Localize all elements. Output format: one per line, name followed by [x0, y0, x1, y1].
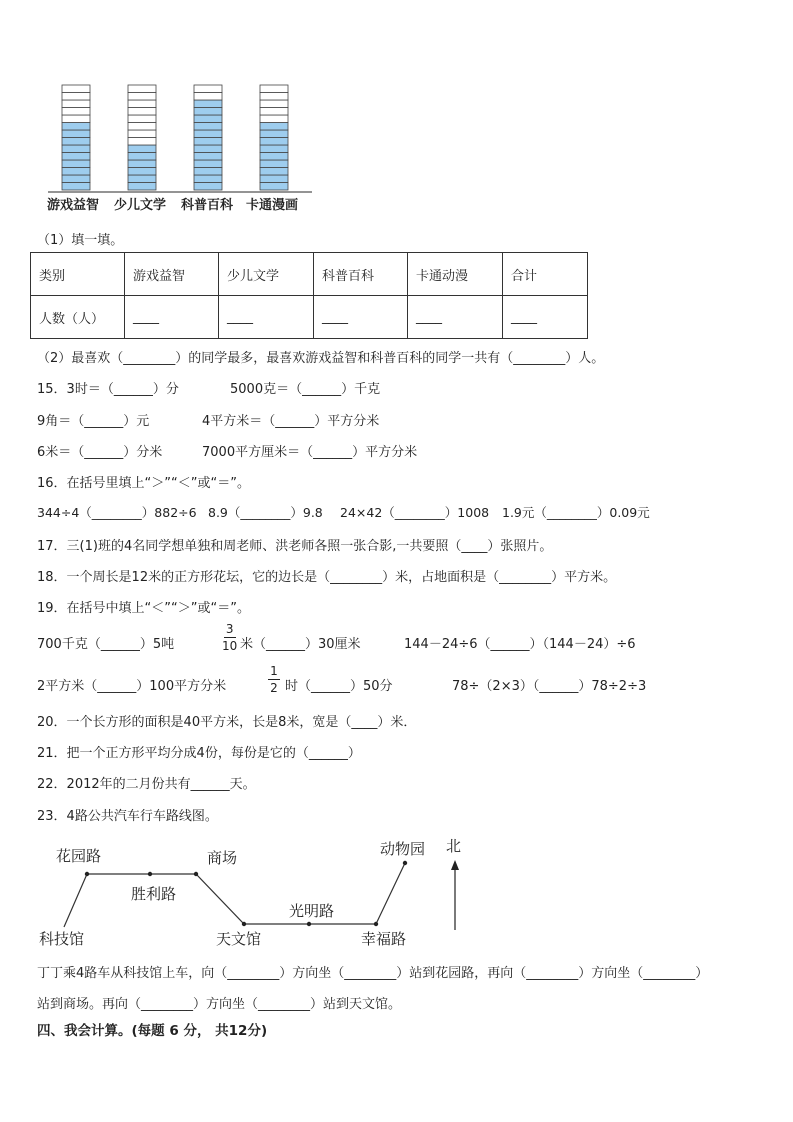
- filled-cell: [128, 160, 156, 168]
- filled-cell: [260, 160, 288, 168]
- stop-huayuan: 花园路: [56, 847, 102, 865]
- filled-cell: [260, 130, 288, 138]
- filled-cell: [194, 145, 222, 153]
- q19-r1b: 米（______）30厘米: [240, 637, 361, 652]
- filled-cell: [260, 123, 288, 131]
- filled-cell: [260, 175, 288, 183]
- filled-cell: [194, 160, 222, 168]
- filled-cell: [62, 175, 90, 183]
- q16-item-3: 24×42（________）1008: [340, 505, 490, 520]
- empty-cell: [128, 108, 156, 116]
- stop-xingfu: 幸福路: [361, 930, 407, 948]
- empty-cell: [128, 85, 156, 93]
- q16-item-1: 344÷4（________）882÷6: [37, 505, 197, 520]
- q19-r2b: 时（______）50分: [285, 679, 393, 694]
- stop-dot: [148, 872, 152, 876]
- q15-row3a: 6米＝（______）分米: [37, 445, 163, 460]
- stop-dongwuyuan: 动物园: [380, 840, 426, 858]
- q17-text: 17．三(1)班的4名同学想单独和周老师、洪老师各照一张合影,一共要照（____）张照片。: [37, 539, 553, 554]
- empty-cell: [260, 115, 288, 123]
- empty-cell: [194, 93, 222, 101]
- table-cell: 少儿文学: [219, 253, 314, 296]
- q19-r1c: 144－24÷6（______）（144－24）÷6: [404, 637, 636, 652]
- table-row: [31, 253, 588, 296]
- stop-dot: [403, 861, 407, 865]
- fraction-denominator: 2: [270, 681, 278, 695]
- filled-cell: [128, 183, 156, 191]
- fraction-bar: [268, 679, 280, 680]
- filled-cell: [260, 153, 288, 161]
- answer-blank[interactable]: ____: [125, 296, 219, 339]
- q23-title: 23．4路公共汽车行车路线图。: [37, 809, 218, 824]
- pictograph-label-4: 卡通漫画: [246, 198, 299, 213]
- table-cell: 科普百科: [314, 253, 408, 296]
- table-row: [31, 296, 588, 339]
- filled-cell: [62, 153, 90, 161]
- table-cell: 游戏益智: [125, 253, 219, 296]
- empty-cell: [128, 115, 156, 123]
- filled-cell: [62, 168, 90, 176]
- empty-cell: [128, 130, 156, 138]
- filled-cell: [62, 160, 90, 168]
- table-cell: 合计: [503, 253, 588, 296]
- fraction-numerator: 1: [270, 664, 278, 678]
- filled-cell: [62, 138, 90, 146]
- q1-title: （1）填一填。: [37, 233, 124, 248]
- filled-cell: [194, 153, 222, 161]
- filled-cell: [62, 123, 90, 131]
- empty-cell: [62, 85, 90, 93]
- empty-cell: [62, 93, 90, 101]
- empty-cell: [62, 108, 90, 116]
- q19-r1a: 700千克（______）5吨: [37, 637, 175, 652]
- pictograph-column-2: [128, 85, 156, 190]
- pictograph-label-3: 科普百科: [181, 198, 234, 213]
- filled-cell: [194, 100, 222, 108]
- filled-cell: [194, 175, 222, 183]
- q15-row2b: 4平方米＝（______）平方分米: [202, 414, 380, 429]
- q21-text: 21．把一个正方形平均分成4份，每份是它的（______）: [37, 746, 361, 761]
- pictograph-column-1: [62, 85, 90, 190]
- stop-tianwenguan: 天文馆: [216, 930, 262, 948]
- pictograph-label-2: 少儿文学: [114, 198, 167, 213]
- q20-text: 20．一个长方形的面积是40平方米，长是8米，宽是（____）米．: [37, 715, 417, 730]
- answer-blank[interactable]: ____: [408, 296, 503, 339]
- filled-cell: [128, 145, 156, 153]
- filled-cell: [194, 168, 222, 176]
- north-label: 北: [446, 837, 462, 855]
- empty-cell: [62, 115, 90, 123]
- pictograph-column-4: [260, 85, 288, 190]
- stop-shengli: 胜利路: [131, 885, 177, 903]
- fraction-denominator: 10: [222, 639, 238, 653]
- q15-row1b: 5000克＝（______）千克: [230, 382, 381, 397]
- q15-row1a: 15．3时＝（______）分: [37, 382, 179, 397]
- q15-row2a: 9角＝（______）元: [37, 414, 150, 429]
- pictograph-column-3: [194, 85, 222, 190]
- stop-guangming: 光明路: [289, 902, 335, 920]
- fraction-numerator: 3: [225, 622, 234, 636]
- filled-cell: [194, 138, 222, 146]
- table-cell: 人数（人）: [31, 296, 125, 339]
- stop-dot: [374, 922, 378, 926]
- stop-shangchang: 商场: [207, 849, 238, 867]
- filled-cell: [194, 123, 222, 131]
- stop-dot: [242, 922, 246, 926]
- section-4-heading: 四、我会计算。(每题 6 分， 共12分): [37, 1023, 268, 1039]
- q16-item-4: 1.9元（________）0.09元: [502, 505, 650, 520]
- empty-cell: [260, 93, 288, 101]
- filled-cell: [62, 145, 90, 153]
- filled-cell: [62, 130, 90, 138]
- q16-item-2: 8.9（________）9.8: [208, 505, 323, 520]
- empty-cell: [128, 100, 156, 108]
- fraction-3-10: [222, 622, 237, 653]
- q19-r2c: 78÷（2×3）（______）78÷2÷3: [452, 679, 647, 694]
- filled-cell: [194, 108, 222, 116]
- pictograph-label-1: 游戏益智: [47, 198, 100, 213]
- filled-cell: [128, 175, 156, 183]
- answer-blank[interactable]: ____: [503, 296, 588, 339]
- filled-cell: [260, 145, 288, 153]
- q15-row3b: 7000平方厘米＝（______）平方分米: [202, 445, 418, 460]
- q19-r2a: 2平方米（______）100平方分米: [37, 679, 227, 694]
- answer-blank[interactable]: ____: [219, 296, 314, 339]
- q19-title: 19．在括号中填上“＜”“＞”或“＝”。: [37, 601, 250, 616]
- bus-route-map: [0, 830, 793, 955]
- q18-text: 18．一个周长是12米的正方形花坛，它的边长是（________）米，占地面积是（________）平方米。: [37, 570, 617, 585]
- stop-dot: [307, 922, 311, 926]
- filled-cell: [128, 153, 156, 161]
- empty-cell: [260, 100, 288, 108]
- empty-cell: [128, 123, 156, 131]
- filled-cell: [128, 168, 156, 176]
- fraction-bar: [224, 637, 236, 638]
- q23-line2: 站到商场。再向（________）方向坐（________）站到天文馆。: [37, 997, 402, 1012]
- north-arrowhead: [451, 860, 459, 870]
- empty-cell: [62, 100, 90, 108]
- filled-cell: [260, 138, 288, 146]
- filled-cell: [62, 183, 90, 191]
- fraction-1-2: [268, 664, 280, 695]
- category-table: [30, 252, 588, 339]
- filled-cell: [260, 168, 288, 176]
- q23-line1: 丁丁乘4路车从科技馆上车，向（________）方向坐（________）站到花园路，再向（________）方向坐（________）: [37, 966, 709, 981]
- empty-cell: [128, 93, 156, 101]
- answer-blank[interactable]: ____: [314, 296, 408, 339]
- filled-cell: [194, 183, 222, 191]
- table-cell: 卡通动漫: [408, 253, 503, 296]
- route-line: [64, 863, 405, 927]
- stop-dot: [194, 872, 198, 876]
- q22-text: 22．2012年的二月份共有______天。: [37, 777, 256, 792]
- empty-cell: [194, 85, 222, 93]
- q2-text: （2）最喜欢（________）的同学最多，最喜欢游戏益智和科普百科的同学一共有（________）人。: [37, 351, 605, 366]
- q16-title: 16．在括号里填上“＞”“＜”或“＝”。: [37, 476, 250, 491]
- empty-cell: [260, 85, 288, 93]
- filled-cell: [260, 183, 288, 191]
- filled-cell: [194, 130, 222, 138]
- empty-cell: [260, 108, 288, 116]
- empty-cell: [128, 138, 156, 146]
- table-cell: 类别: [31, 253, 125, 296]
- stop-kejiguan: 科技馆: [39, 930, 85, 948]
- stop-dot: [85, 872, 89, 876]
- filled-cell: [194, 115, 222, 123]
